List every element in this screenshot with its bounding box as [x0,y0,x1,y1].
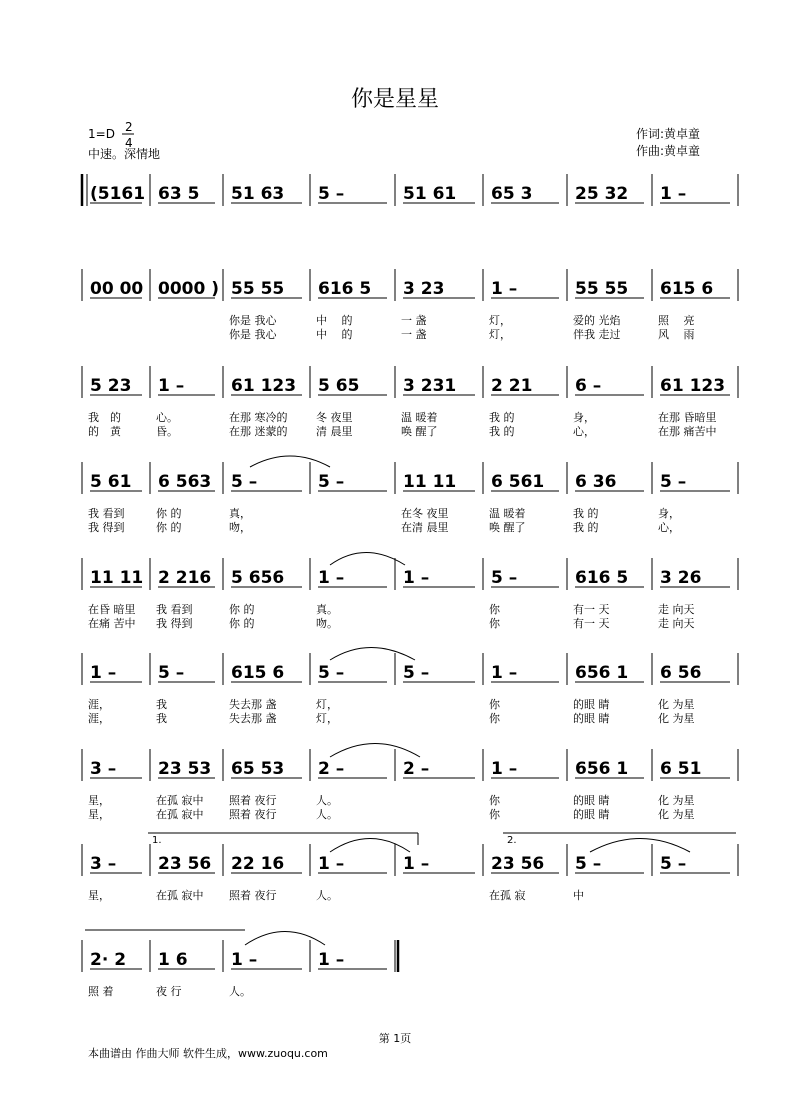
measure-notes: 615 6 [231,663,285,683]
measure-notes: 3 – [90,854,117,874]
time-signature-bottom: 4 [125,136,133,150]
measure-notes: 11 11 [90,568,144,588]
software-credit: 本曲谱由 作曲大师 软件生成，www.zuoqu.com [88,1047,328,1060]
measure-notes: 2 216 [158,568,212,588]
tie-arc [590,839,690,853]
lyric-verse-1: 你是 我心 [229,314,277,327]
lyric-verse-2: 在痛 苦中 [88,617,136,630]
measure-notes: 55 55 [575,279,629,299]
measure-notes: 61 123 [660,376,726,396]
measure-notes: 5 – [403,663,430,683]
lyric-verse-2: 中 的 [316,328,353,341]
measure-notes: 2 – [318,759,345,779]
measure-notes: 5 – [660,854,687,874]
lyric-verse-2: 你 [489,808,500,821]
lyric-verse-2: 照着 夜行 [229,808,277,821]
tie-arc [330,839,410,853]
lyricist-credit: 作词:黄卓童 [636,127,701,141]
lyric-verse-1: 在孤 寂中 [156,794,204,807]
measure-notes: 1 – [318,950,345,970]
measure-notes: 3 – [90,759,117,779]
lyric-verse-1: 在那 昏暗里 [658,411,717,424]
measure-notes: 22 16 [231,854,285,874]
lyric-verse-1: 的眼 睛 [573,698,610,711]
measure-notes: 5 65 [318,376,360,396]
measure-notes: 25 32 [575,184,629,204]
lyric-verse-2: 你 的 [229,617,255,630]
lyric-verse-2: 的眼 睛 [573,808,610,821]
page-number: 第 1页 [378,1032,412,1045]
tempo-marking: 中速。深情地 [88,147,161,161]
lyric-verse-1: 我 的 [489,411,515,424]
measure-notes: 616 5 [575,568,629,588]
measure-notes: 00 00 [90,279,144,299]
measure-notes: 1 – [491,663,518,683]
lyric-verse-2: 在清 晨里 [401,521,449,534]
time-signature-top: 2 [125,120,133,134]
measure-notes: 1 – [660,184,687,204]
lyric-verse-1: 在孤 寂 [489,889,526,902]
measure-notes: 656 1 [575,759,629,779]
lyric-verse-2: 昏。 [156,425,178,438]
tie-arc [330,744,420,758]
tie-arc [330,648,415,661]
measure-notes: 63 5 [158,184,200,204]
measure-notes: 5 – [318,663,345,683]
lyric-verse-1: 在那 寒冷的 [229,411,288,424]
lyric-verse-2: 灯， [316,712,338,725]
lyric-verse-2: 有一 天 [573,617,610,630]
lyric-verse-1: 温 暖着 [489,507,526,520]
measure-notes: 5 – [318,184,345,204]
lyric-verse-1: 冬 夜里 [316,411,353,424]
lyric-verse-1: 涯， [88,698,110,711]
lyric-verse-2: 唤 醒了 [489,521,526,534]
measure-notes: 5 – [575,854,602,874]
lyric-verse-2: 化 为星 [658,808,695,821]
measure-notes: 55 55 [231,279,285,299]
lyric-verse-1: 你 的 [156,507,182,520]
lyric-verse-2: 失去那 盏 [229,712,277,725]
lyric-verse-2: 我 [156,712,167,725]
measure-notes: 11 11 [403,472,457,492]
measure-notes: 1 – [491,759,518,779]
measure-notes: 2 – [403,759,430,779]
measure-notes: 1 – [403,854,430,874]
measure-notes: 0000 ) [158,279,220,299]
lyric-verse-1: 我 的 [88,411,121,424]
lyric-verse-1: 化 为星 [658,698,695,711]
volta-second-label: 2. [507,835,517,846]
lyric-verse-1: 我 看到 [88,507,125,520]
lyric-verse-1: 身， [573,411,595,424]
lyric-verse-1: 夜 行 [156,985,182,998]
measure-notes: 6 51 [660,759,702,779]
lyric-verse-1: 在冬 夜里 [401,507,449,520]
lyric-verse-1: 你 [489,698,500,711]
measure-notes: 6 561 [491,472,545,492]
lyric-verse-1: 照 亮 [658,314,695,327]
lyric-verse-2: 你 的 [156,521,182,534]
lyric-verse-2: 的 黄 [88,425,121,438]
measure-notes: 5 – [491,568,518,588]
lyric-verse-2: 灯， [489,328,511,341]
measure-notes: 3 26 [660,568,702,588]
measure-notes: 51 63 [231,184,285,204]
lyric-verse-2: 吻， [229,521,251,534]
lyric-verse-1: 你 [489,794,500,807]
key-signature: 1=D [88,127,115,141]
measure-notes: 2 21 [491,376,533,396]
lyric-verse-2: 伴我 走过 [573,328,621,341]
lyric-verse-2: 我 得到 [156,617,193,630]
measure-notes: 23 56 [491,854,545,874]
measure-notes: 6 563 [158,472,212,492]
measure-notes: 1 – [318,568,345,588]
lyric-verse-1: 失去那 盏 [229,698,277,711]
measure-notes: 23 53 [158,759,212,779]
lyric-verse-1: 真， [229,507,251,520]
volta-first-label: 1. [152,835,162,846]
lyric-verse-1: 身， [658,507,680,520]
measure-notes: 3 231 [403,376,457,396]
measure-notes: 1 – [318,854,345,874]
lyric-verse-1: 照着 夜行 [229,794,277,807]
measure-notes: 1 – [403,568,430,588]
measure-notes: (5161 [90,184,146,204]
lyric-verse-2: 清 晨里 [316,425,353,438]
measure-notes: 616 5 [318,279,372,299]
lyric-verse-2: 你 [489,712,500,725]
measure-notes: 51 61 [403,184,457,204]
lyric-verse-2: 你 [489,617,500,630]
measure-notes: 1 – [491,279,518,299]
lyric-verse-1: 我 [156,698,167,711]
tie-arc [245,932,325,946]
lyric-verse-2: 你是 我心 [229,328,277,341]
measure-notes: 1 6 [158,950,188,970]
measure-notes: 65 53 [231,759,285,779]
measure-notes: 1 – [158,376,185,396]
lyric-verse-2: 在那 痛苦中 [658,425,717,438]
lyric-verse-2: 吻。 [316,617,338,630]
measure-notes: 5 – [231,472,258,492]
lyric-verse-2: 在孤 寂中 [156,808,204,821]
measure-notes: 1 – [90,663,117,683]
lyric-verse-1: 的眼 睛 [573,794,610,807]
lyric-verse-2: 涯， [88,712,110,725]
lyric-verse-1: 人。 [316,794,338,807]
measure-notes: 6 56 [660,663,702,683]
lyric-verse-2: 走 向天 [658,617,695,630]
lyric-verse-1: 照着 夜行 [229,889,277,902]
measure-notes: 3 23 [403,279,445,299]
measure-notes: 5 – [318,472,345,492]
measure-notes: 5 61 [90,472,132,492]
lyric-verse-2: 心， [658,521,680,534]
lyric-verse-1: 一 盏 [401,314,427,327]
lyric-verse-1: 温 暖着 [401,411,438,424]
lyric-verse-2: 心， [573,425,595,438]
lyric-verse-1: 星， [88,889,110,902]
measure-notes: 656 1 [575,663,629,683]
lyric-verse-1: 我 看到 [156,603,193,616]
score-systems [82,174,738,998]
lyric-verse-1: 中 的 [316,314,353,327]
lyric-verse-1: 我 的 [573,507,599,520]
lyric-verse-2: 我 的 [489,425,515,438]
lyric-verse-1: 在孤 寂中 [156,889,204,902]
lyric-verse-1: 照 着 [88,985,114,998]
lyric-verse-2: 人。 [316,808,338,821]
measure-notes: 5 – [660,472,687,492]
measure-notes: 615 6 [660,279,714,299]
tie-arc [250,456,330,467]
lyric-verse-1: 有一 天 [573,603,610,616]
lyric-verse-1: 灯， [489,314,511,327]
composer-credit: 作曲:黄卓童 [636,144,701,158]
lyric-verse-2: 风 雨 [658,328,695,341]
lyric-verse-2: 化 为星 [658,712,695,725]
measure-notes: 6 – [575,376,602,396]
lyric-verse-2: 唤 醒了 [401,425,438,438]
measure-notes: 5 – [158,663,185,683]
lyric-verse-1: 灯， [316,698,338,711]
measure-notes: 23 56 [158,854,212,874]
lyric-verse-1: 心。 [156,411,178,424]
page-title: 你是星星 [350,87,440,112]
lyric-verse-2: 一 盏 [401,328,427,341]
lyric-verse-1: 人。 [229,985,251,998]
lyric-verse-1: 星， [88,794,110,807]
measure-notes: 6 36 [575,472,617,492]
lyric-verse-2: 星， [88,808,110,821]
lyric-verse-1: 你 的 [229,603,255,616]
lyric-verse-2: 在那 迷蒙的 [229,425,288,438]
lyric-verse-1: 在昏 暗里 [88,603,136,616]
measure-notes: 61 123 [231,376,297,396]
lyric-verse-2: 的眼 睛 [573,712,610,725]
measure-notes: 5 656 [231,568,285,588]
lyric-verse-1: 真。 [316,603,338,616]
measure-notes: 65 3 [491,184,533,204]
measure-notes: 1 – [231,950,258,970]
measure-notes: 5 23 [90,376,132,396]
lyric-verse-1: 人。 [316,889,338,902]
lyric-verse-1: 爱的 光焰 [573,314,621,327]
lyric-verse-1: 你 [489,603,500,616]
lyric-verse-1: 走 向天 [658,603,695,616]
tie-arc [330,553,405,566]
measure-notes: 2· 2 [90,950,127,970]
lyric-verse-2: 我 得到 [88,521,125,534]
lyric-verse-1: 中 [573,889,584,902]
lyric-verse-1: 化 为星 [658,794,695,807]
lyric-verse-2: 我 的 [573,521,599,534]
